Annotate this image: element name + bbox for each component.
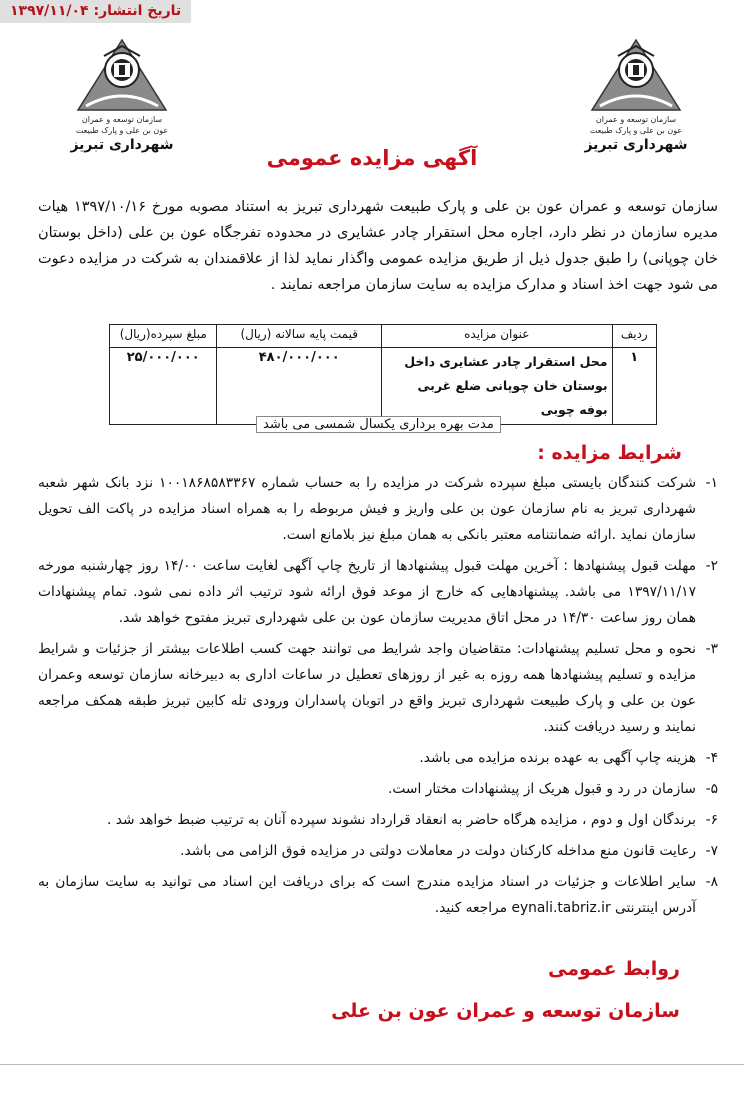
condition-text: مهلت قبول پیشنهادها : آخرین مهلت قبول پیشنهادها از تاریخ چاپ آگهی لغایت ساعت ۱۴/۰۰ روز چهارشنبه مورخه ۱۳۹۷/۱۱/۱۷ می باشد. پیشنهادهایی که خارج از موعد فوق ارائه شود ترتیب اثر داده نمی شود. تمام پیشنهادات همان روز ساعت ۱۴/۳۰ در محل اتاق مدیریت سازمان عون بن علی شهرداری تبریز مفتوح خواهد شد. [38, 558, 696, 626]
bottom-divider [0, 1064, 744, 1065]
logo-line-1: سازمان توسعه و عمران [595, 115, 677, 124]
cell-title: محل استقرار چادر عشایری داخل بوستان خان چوپانی ضلع غربی بوفه چوبی [381, 348, 612, 425]
page-title: آگهی مزایده عمومی [266, 146, 478, 170]
header-title: عنوان مزایده [381, 325, 612, 348]
table-note: مدت بهره برداری یکسال شمسی می باشد [256, 416, 501, 433]
signature-organization: سازمان توسعه و عمران عون بن علی [331, 1000, 680, 1022]
condition-number: ۱- [705, 475, 718, 491]
condition-number: ۲- [705, 558, 718, 574]
condition-number: ۳- [705, 641, 718, 657]
signature-public-relations: روابط عمومی [548, 958, 680, 980]
table-row [110, 348, 657, 425]
condition-text: شرکت کنندگان بایستی مبلغ سپرده شرکت در مزایده را به حساب شماره ۱۰۰۱۸۶۸۵۸۳۳۶۷ نزد بانک شهر شعبه شهرداری تبریز به نام سازمان عون بن علی واریز و فیش مربوطه را به همراه اسناد مزایده در پاکت الف تحویل سازمان نماید .ارائه ضمانتنامه معتبر بانکی به همان مبلغ نیز بلامانع است. [38, 475, 697, 543]
condition-item [38, 869, 718, 921]
condition-number: ۷- [705, 843, 718, 859]
header-index: ردیف [612, 325, 656, 348]
cell-base-price: ۴۸۰/۰۰۰/۰۰۰ [217, 348, 381, 425]
condition-text: رعایت قانون منع مداخله کارکنان دولت در معاملات دولتی در مزایده فوق الزامی می باشد. [180, 843, 696, 859]
intro-paragraph: سازمان توسعه و عمران عون بن علی و پارک طبیعت شهرداری تبریز به استناد مصوبه مورخ ۱۳۹۷/۱۰/۱۶ هیات مدیره سازمان در نظر دارد، اجاره محل استقرار چادر عشایری در محدوده تفرجگاه عون بن علی (داخل بوستان خان چوپانی) را طبق جدول ذیل از طریق مزایده عمومی واگذار نماید لذا از علاقمندان به شرکت در مزایده دعوت می شود جهت اخذ اسناد و مدارک مزایده به سایت سازمان مراجعه نمایند . [38, 199, 719, 293]
logo-line-2: عون بن علی و پارک طبیعت [589, 126, 683, 135]
condition-item [38, 776, 718, 802]
condition-item [38, 553, 718, 631]
table-header-row [110, 325, 657, 348]
condition-item [38, 470, 718, 548]
logo-line-1: سازمان توسعه و عمران [81, 115, 163, 124]
cell-deposit: ۲۵/۰۰۰/۰۰۰ [110, 348, 217, 425]
auction-table [109, 324, 657, 425]
condition-item [38, 636, 718, 740]
conditions-heading: شرایط مزایده : [537, 442, 682, 464]
condition-number: ۴- [705, 750, 718, 766]
cell-index: ۱ [612, 348, 656, 425]
condition-text: هزینه چاپ آگهی به عهده برنده مزایده می باشد. [419, 750, 696, 766]
condition-item [38, 807, 718, 833]
logo-line-3: شهرداری تبریز [584, 137, 688, 153]
condition-text: برندگان اول و دوم ، مزایده هرگاه حاضر به انعقاد قرارداد نشوند سپرده آنان به ترتیب ضبط خواهد شد . [106, 812, 696, 828]
condition-text: سایر اطلاعات و جزئیات در اسناد مزایده مندرج است که برای دریافت این اسناد می توانید به سایت سازمان به آدرس اینترنتی eynali.tabriz.ir مراجعه کنید. [38, 874, 696, 916]
condition-text: نحوه و محل تسلیم پیشنهادات: متقاضیان واجد شرایط می توانند جهت کسب اطلاعات بیشتر از جزئیات و شرایط مزایده و تسلیم پیشنهادها همه روزه به غیر از روزهای تعطیل در ساعات اداری به دبیرخانه سازمان توسعه وعمران عون بن علی و پارک طبیعت شهرداری تبریز واقع در اتوبان پاسداران ورودی تله کابین تبریز طبقه همکف مراجعه نمایند و رسید دریافت کنند. [38, 641, 696, 735]
condition-number: ۶- [705, 812, 718, 828]
condition-text: سازمان در رد و قبول هریک از پیشنهادات مختار است. [387, 781, 696, 797]
publish-date: تاریخ انتشار: ۱۳۹۷/۱۱/۰۴ [0, 0, 191, 23]
logo-line-2: عون بن علی و پارک طبیعت [75, 126, 169, 135]
emblem-icon [590, 36, 682, 114]
conditions-list [38, 470, 718, 921]
condition-item [38, 745, 718, 771]
condition-number: ۸- [705, 874, 718, 890]
emblem-icon [76, 36, 168, 114]
logo-line-3: شهرداری تبریز [70, 137, 174, 153]
header-deposit: مبلغ سپرده(ریال) [110, 325, 217, 348]
condition-number: ۵- [705, 781, 718, 797]
header-base-price: قیمت پایه سالانه (ریال) [217, 325, 381, 348]
condition-item [38, 838, 718, 864]
